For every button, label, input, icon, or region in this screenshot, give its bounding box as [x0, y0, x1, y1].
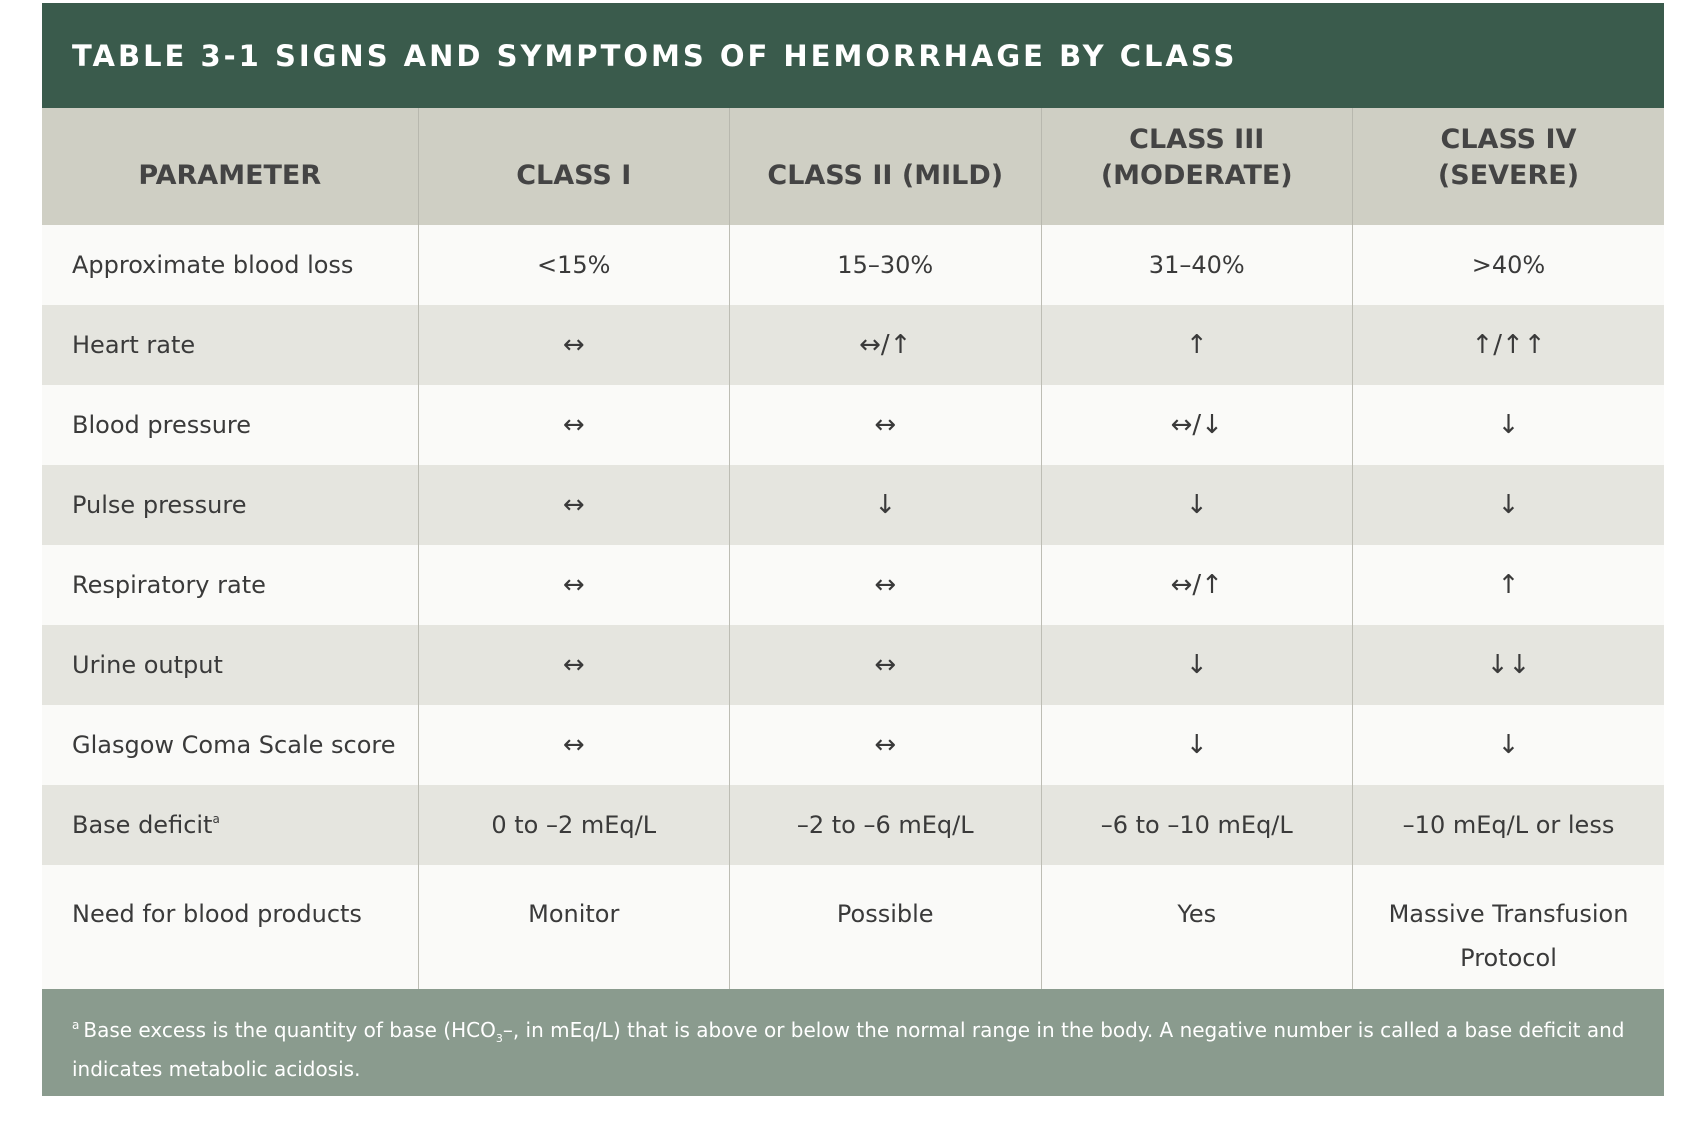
table-row	[42, 705, 1664, 785]
cell-class-2: 15–30%	[730, 225, 1042, 305]
row-parameter-label: Base deficit	[72, 811, 213, 839]
row-parameter: Heart rate	[42, 305, 418, 385]
footnote-text-before: Base excess is the quantity of base (HCO	[83, 1018, 496, 1042]
table-row	[42, 385, 1664, 465]
footnote-marker: a	[212, 812, 220, 826]
cell-class-3: Yes	[1041, 865, 1353, 989]
table-row	[42, 465, 1664, 545]
cell-class-1: 0 to –2 mEq/L	[418, 785, 730, 865]
table-footnote	[42, 989, 1664, 1096]
cell-class-4: ↓	[1353, 705, 1665, 785]
cell-class-4: ↓↓	[1353, 625, 1665, 705]
cell-class-4: >40%	[1353, 225, 1665, 305]
cell-class-2: Possible	[730, 865, 1042, 989]
table-row	[42, 865, 1664, 989]
cell-class-3: ↔/↓	[1041, 385, 1353, 465]
cell-class-2: ↓	[730, 465, 1042, 545]
row-parameter: Blood pressure	[42, 385, 418, 465]
cell-class-1: ↔	[418, 465, 730, 545]
cell-class-1: ↔	[418, 705, 730, 785]
cell-class-1: ↔	[418, 545, 730, 625]
header-class-3	[1041, 108, 1353, 225]
hemorrhage-table-card	[42, 3, 1664, 1096]
cell-class-2: ↔	[730, 385, 1042, 465]
cell-class-1: <15%	[418, 225, 730, 305]
row-parameter: Pulse pressure	[42, 465, 418, 545]
header-class-4-line2: (SEVERE)	[1437, 160, 1580, 191]
cell-class-3: ↓	[1041, 465, 1353, 545]
row-parameter: Urine output	[42, 625, 418, 705]
cell-class-3: ↔/↑	[1041, 545, 1353, 625]
cell-class-4: ↑/↑↑	[1353, 305, 1665, 385]
header-class-4-line1: CLASS IV	[1440, 124, 1577, 155]
table-title: TABLE 3-1 SIGNS AND SYMPTOMS OF HEMORRHAGE BY CLASS	[72, 38, 1238, 73]
cell-class-2: ↔	[730, 625, 1042, 705]
table-row	[42, 305, 1664, 385]
cell-class-4-line2: Protocol	[1460, 944, 1557, 972]
table-row	[42, 785, 1664, 865]
header-row	[42, 108, 1664, 225]
row-parameter	[42, 785, 418, 865]
cell-class-2: ↔	[730, 545, 1042, 625]
header-class-3-line2: (MODERATE)	[1100, 160, 1293, 191]
table-title-bar	[42, 3, 1664, 108]
footnote-mark: a	[72, 1018, 80, 1032]
cell-class-4: ↑	[1353, 545, 1665, 625]
header-class-1: CLASS I	[418, 108, 730, 225]
cell-class-2: ↔	[730, 705, 1042, 785]
cell-class-4: ↓	[1353, 465, 1665, 545]
hemorrhage-class-table	[42, 108, 1664, 989]
cell-class-4-line1: Massive Transfusion	[1388, 900, 1629, 928]
table-row	[42, 225, 1664, 305]
cell-class-1: ↔	[418, 625, 730, 705]
cell-class-1: ↔	[418, 385, 730, 465]
cell-class-1: ↔	[418, 305, 730, 385]
table-row	[42, 545, 1664, 625]
row-parameter: Need for blood products	[42, 865, 418, 989]
cell-class-3: ↓	[1041, 705, 1353, 785]
cell-class-3: 31–40%	[1041, 225, 1353, 305]
header-parameter: PARAMETER	[42, 108, 418, 225]
footnote-text-after: –, in mEq/L) that is above or below the normal range in the body. A negative number is called a base deficit and indicates metabolic acidosis.	[72, 1018, 1625, 1081]
cell-class-2: –2 to –6 mEq/L	[730, 785, 1042, 865]
row-parameter: Approximate blood loss	[42, 225, 418, 305]
cell-class-3: ↑	[1041, 305, 1353, 385]
cell-class-3: ↓	[1041, 625, 1353, 705]
cell-class-4: ↓	[1353, 385, 1665, 465]
cell-class-3: –6 to –10 mEq/L	[1041, 785, 1353, 865]
cell-class-1: Monitor	[418, 865, 730, 989]
header-class-4	[1353, 108, 1665, 225]
header-class-2: CLASS II (MILD)	[730, 108, 1042, 225]
row-parameter: Respiratory rate	[42, 545, 418, 625]
header-class-3-line1: CLASS III	[1129, 124, 1265, 155]
table-row	[42, 625, 1664, 705]
cell-class-4: –10 mEq/L or less	[1353, 785, 1665, 865]
row-parameter: Glasgow Coma Scale score	[42, 705, 418, 785]
cell-class-2: ↔/↑	[730, 305, 1042, 385]
cell-class-4	[1353, 865, 1665, 989]
footnote-subscript: 3	[495, 1032, 503, 1045]
